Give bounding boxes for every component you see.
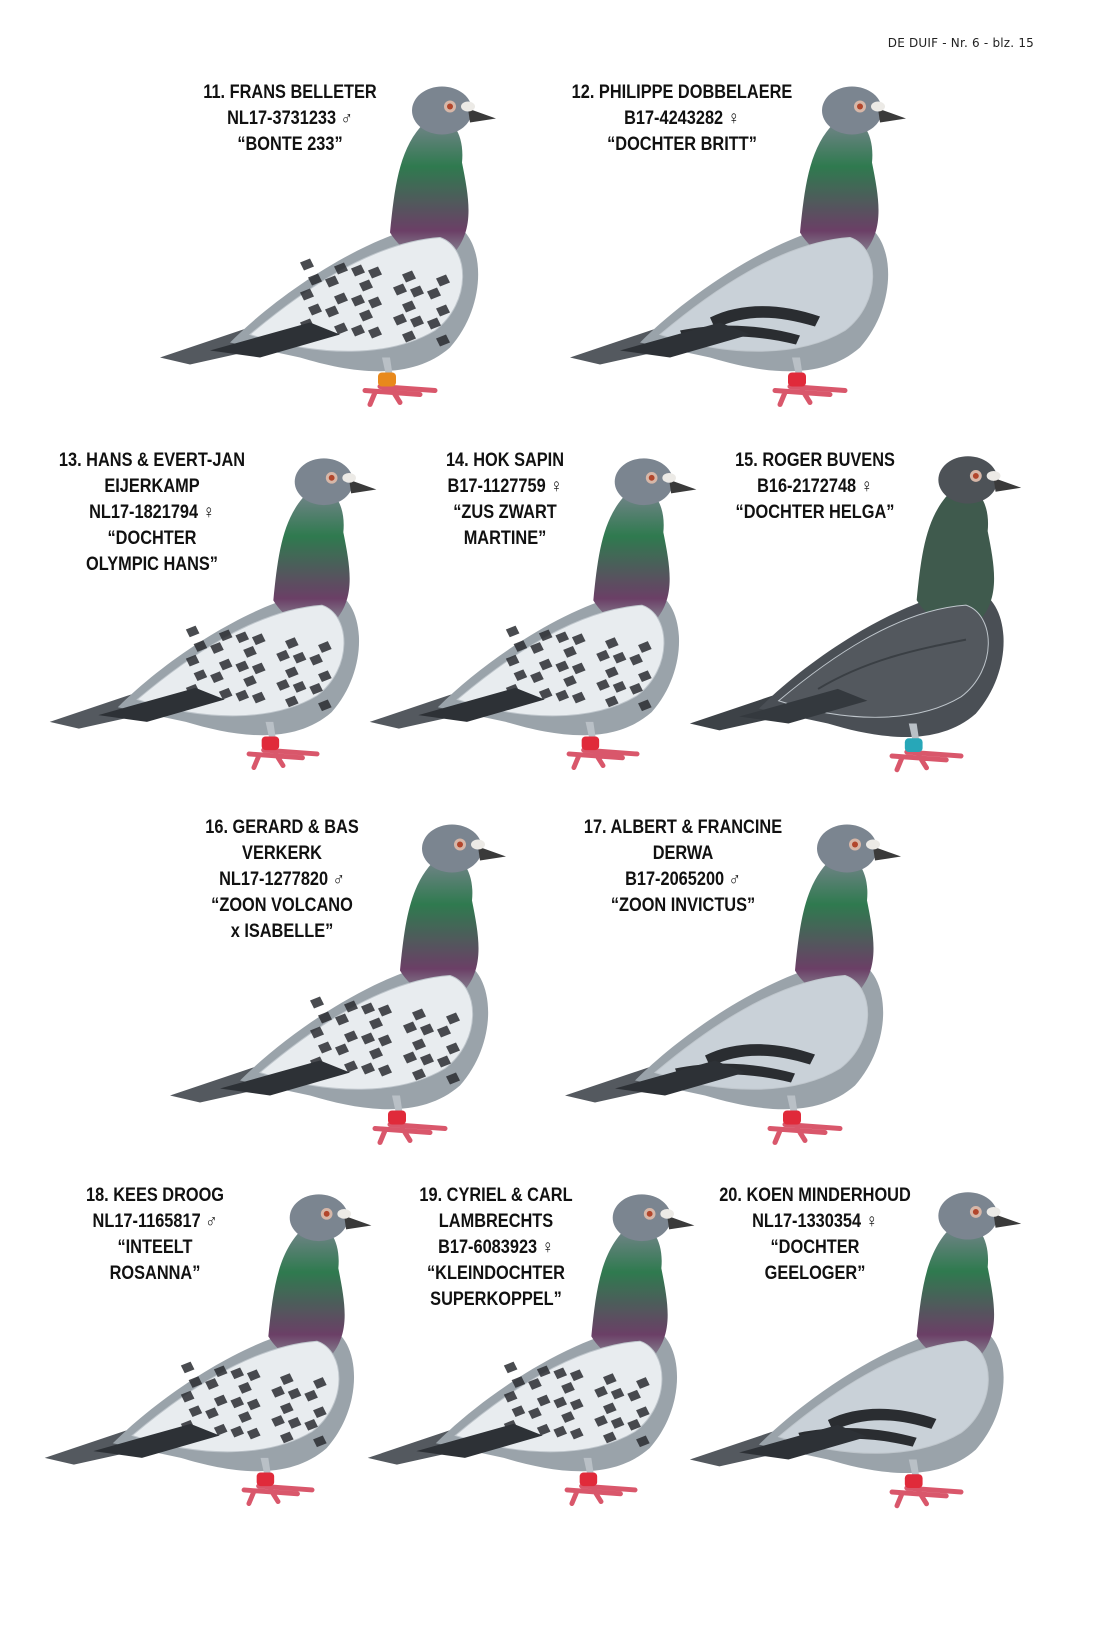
feet [892,1488,961,1506]
leg-ring [257,1472,275,1486]
cere [662,473,676,483]
caption-line: SUPERKOPPEL” [430,1289,562,1310]
caption-line: GEELOGER” [764,1263,866,1284]
neck [800,117,879,260]
caption-line: B17-4243282 ♀ [624,108,740,129]
breeder-name-line: 17. ALBERT & FRANCINE [583,817,783,838]
breeder-name-line: 11. FRANS BELLETER [203,82,377,103]
caption-line: LAMBRECHTS [438,1211,554,1232]
wing-check-mark [300,259,314,271]
caption-line: “DOCHTER BRITT” [607,134,757,155]
caption-line: NL17-1330354 ♀ [752,1211,878,1232]
wing-check-mark [181,1362,195,1374]
caption-line: B17-2065200 ♂ [625,869,741,890]
pigeon-caption [686,1183,944,1287]
caption-line: “ZUS ZWART [453,502,557,523]
head [817,825,877,873]
caption-line: “KLEINDOCHTER [426,1263,565,1284]
caption-line: “DOCHTER [107,528,197,549]
feet [775,387,845,405]
caption-line: B17-1127759 ♀ [447,476,563,497]
beak [873,847,901,861]
leg-ring [788,373,806,387]
breeder-name-line: 18. KEES DROOG [85,1185,225,1206]
feet [567,1486,635,1504]
beak [994,1214,1022,1228]
leg-ring [783,1111,801,1125]
cere [871,102,885,112]
caption-line: x ISABELLE” [230,921,334,942]
cere [987,1207,1001,1217]
caption-line: OLYMPIC HANS” [86,554,218,575]
head [422,825,482,873]
pigeon-caption [376,448,634,552]
pigeon-caption [367,1183,625,1313]
breeder-name-line: 13. HANS & EVERT-JAN [58,450,246,471]
cere [337,1209,351,1219]
head [290,1194,348,1241]
leg-ring [582,736,600,750]
caption-line: B16-2172748 ♀ [757,476,873,497]
breeder-name-line: 16. GERARD & BAS [205,817,359,838]
feet [770,1125,840,1143]
caption-line: NL17-1821794 ♀ [89,502,215,523]
cere [342,473,356,483]
caption-line: MARTINE” [463,528,547,549]
pigeon-caption [23,448,281,578]
pigeon-caption [553,80,811,158]
caption-line: ROSANNA” [109,1263,201,1284]
head [938,1192,997,1239]
caption-line: “DOCHTER [770,1237,860,1258]
caption-line: “DOCHTER HELGA” [735,502,895,523]
pigeon-caption [161,80,419,158]
leg-ring [580,1472,598,1486]
leg-ring [905,738,923,752]
beak [468,109,496,123]
page-header: DE DUIF - Nr. 6 - blz. 15 [887,36,1034,50]
head [412,87,472,135]
feet [244,1486,312,1504]
feet [569,750,637,768]
caption-line: B17-6083923 ♀ [438,1237,554,1258]
wing-check-mark [504,1362,518,1374]
head [938,456,997,503]
breeder-name-line: 15. ROGER BUVENS [735,450,895,471]
head [822,87,882,135]
breeder-name-line: 20. KOEN MINDERHOUD [719,1185,911,1206]
wing-check-mark [186,626,200,638]
pigeon-caption [153,815,411,945]
caption-line: DERWA [652,843,714,864]
caption-line: “ZOON VOLCANO [211,895,353,916]
feet [365,387,435,405]
caption-line: “ZOON INVICTUS” [610,895,756,916]
caption-line: “BONTE 233” [237,134,343,155]
pigeon-caption [686,448,944,526]
caption-line: EIJERKAMP [104,476,200,497]
breeder-name-line: 14. HOK SAPIN [445,450,565,471]
breeder-name-line: 19. CYRIEL & CARL [419,1185,573,1206]
wing-check-mark [310,997,324,1009]
feet [892,752,961,770]
leg-ring [378,373,396,387]
cere [471,840,485,850]
cere [461,102,475,112]
caption-line: VERKERK [242,843,322,864]
caption-line: NL17-1165817 ♂ [92,1211,218,1232]
leg-ring [905,1474,923,1488]
breeder-name-line: 12. PHILIPPE DOBBELAERE [571,82,793,103]
cere [660,1209,674,1219]
pigeon-caption [554,815,812,919]
beak [878,109,906,123]
feet [249,750,317,768]
caption-line: NL17-1277820 ♂ [219,869,345,890]
caption-line: “INTEELT [117,1237,193,1258]
neck [273,488,349,627]
leg-ring [388,1111,406,1125]
cere [866,840,880,850]
wing-check-mark [506,626,520,638]
feet [375,1125,445,1143]
pigeon-caption [26,1183,284,1287]
caption-line: NL17-3731233 ♂ [227,108,353,129]
beak [994,478,1022,492]
cere [987,471,1001,481]
head [295,458,353,505]
beak [478,847,506,861]
leg-ring [262,736,280,750]
neck [400,855,479,998]
